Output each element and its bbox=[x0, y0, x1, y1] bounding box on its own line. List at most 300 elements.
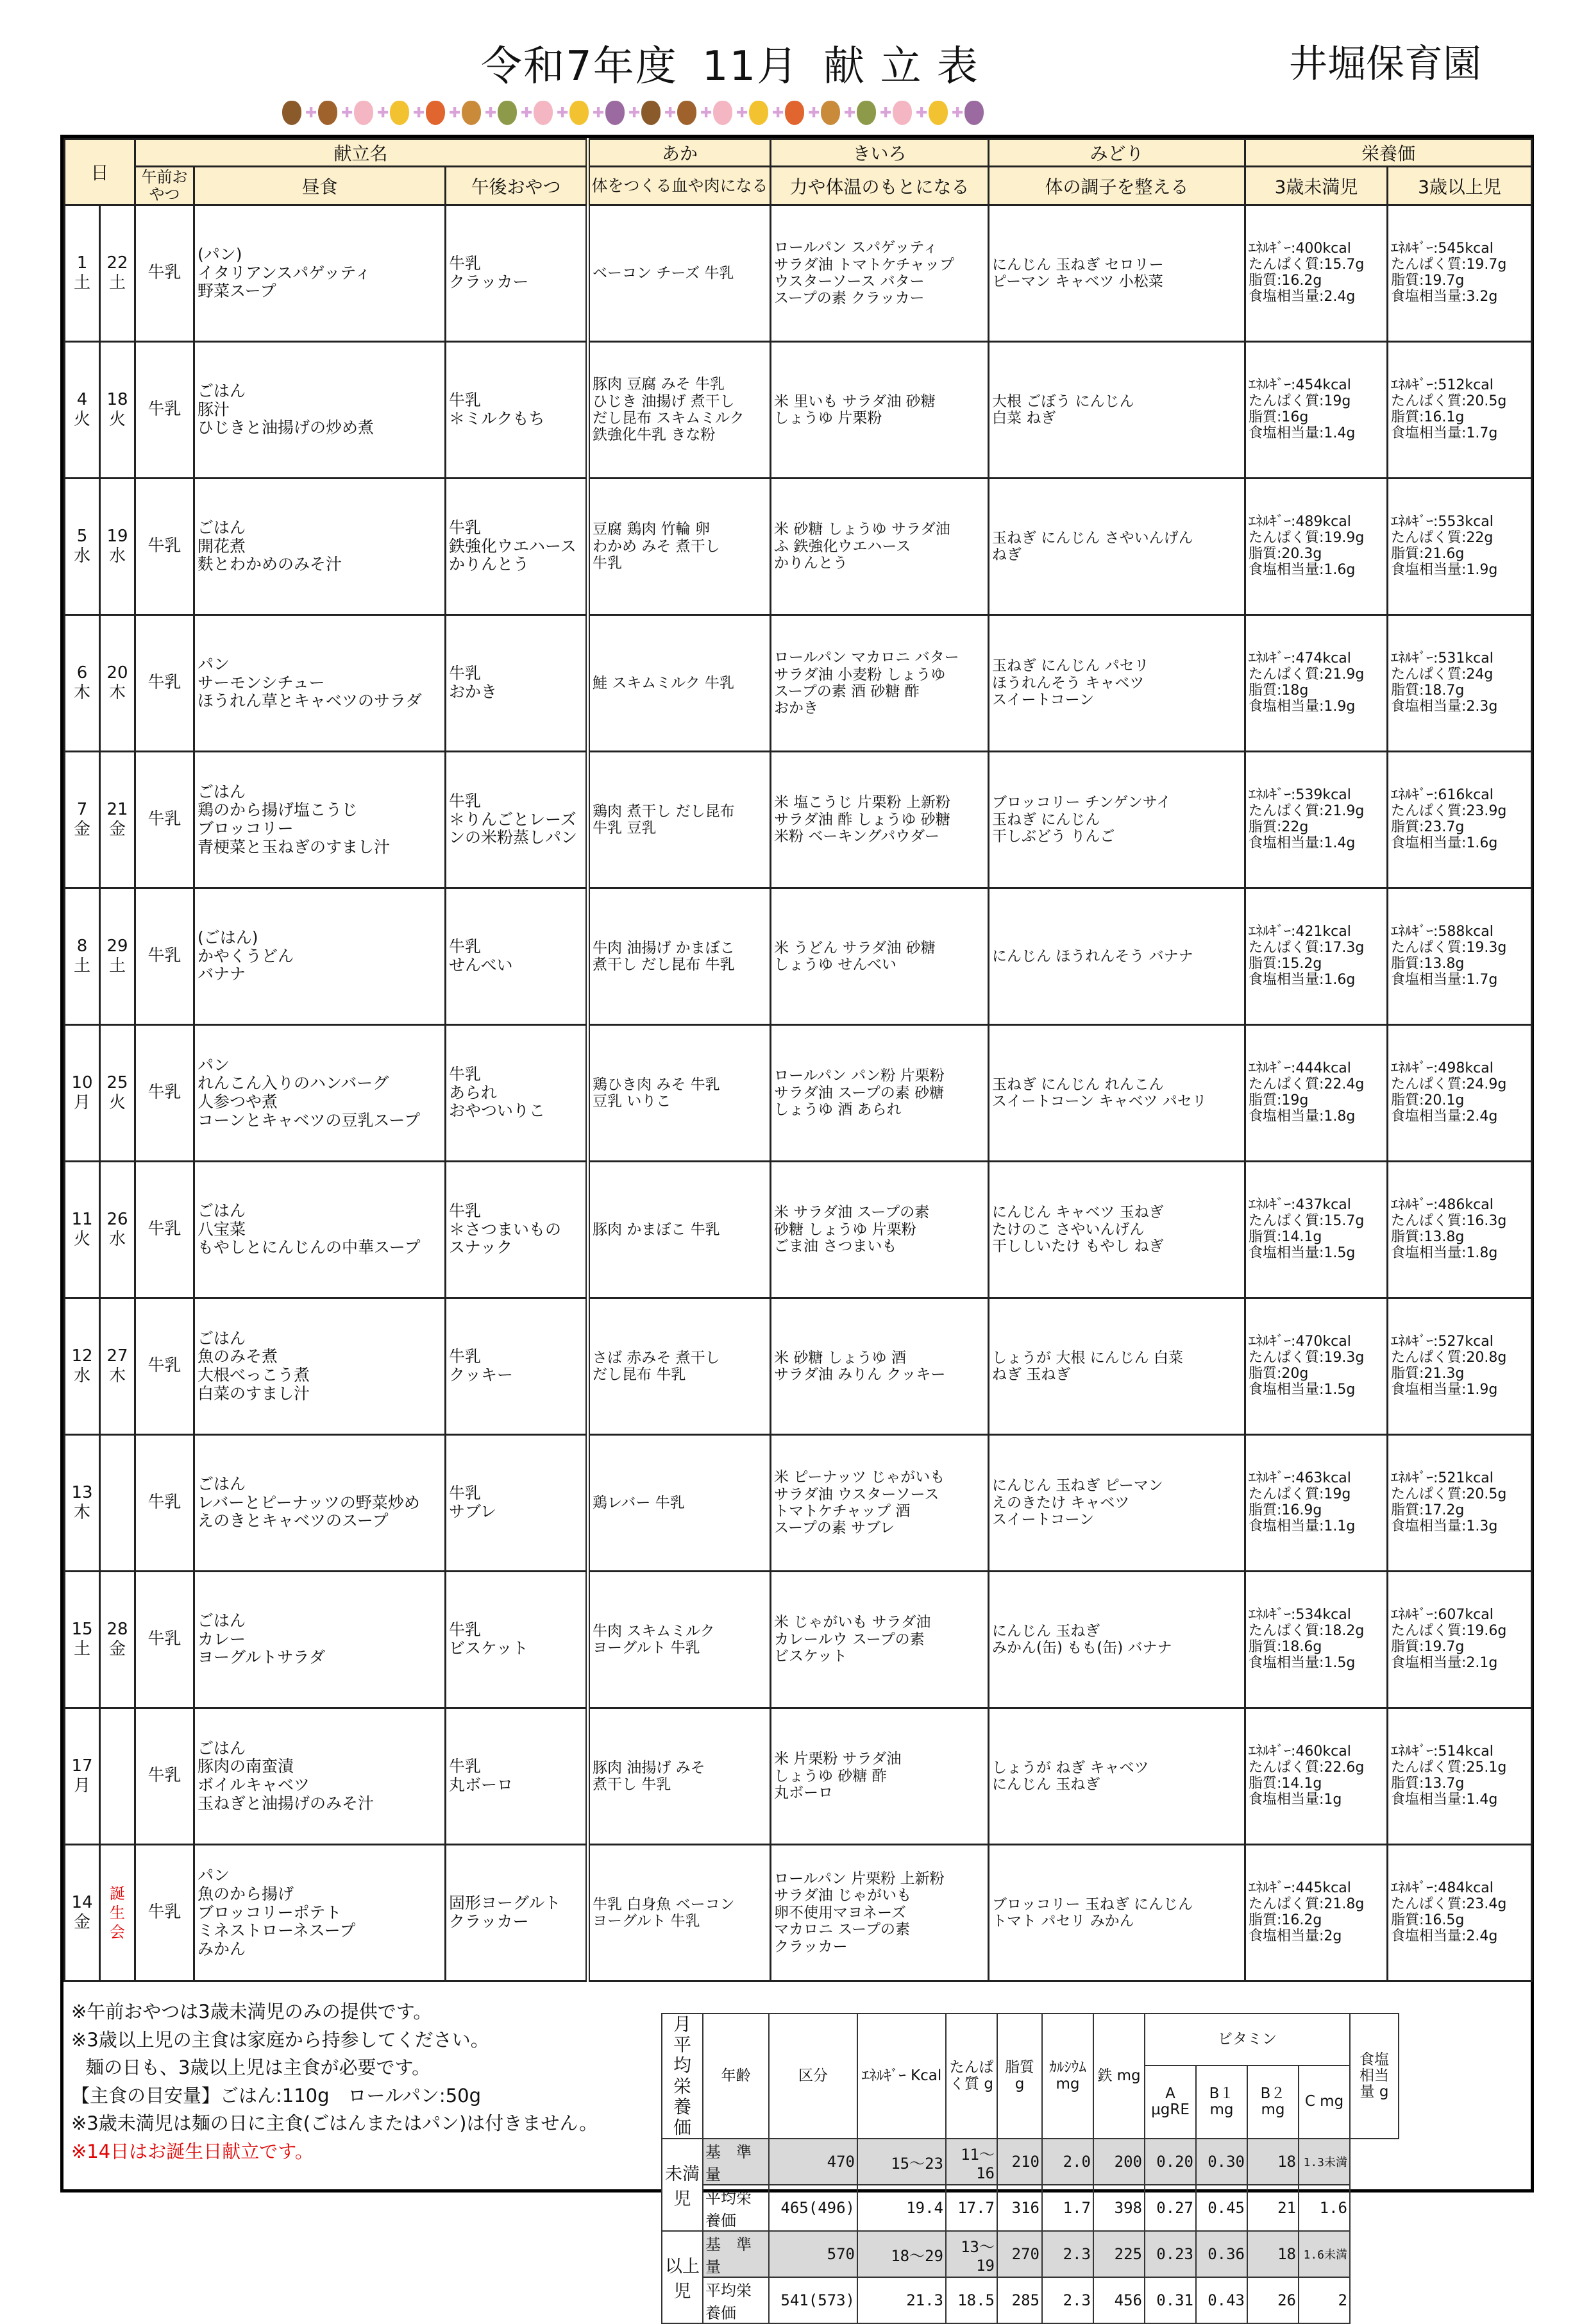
alt-day-of-week: 木 bbox=[109, 1366, 126, 1386]
table-row bbox=[65, 479, 1532, 615]
nutrition-value: たんぱく質:25.1g bbox=[1391, 1760, 1507, 1776]
kiiro-ingredients: スープの素 酒 砂糖 酢 bbox=[774, 683, 920, 700]
midori-ingredients: にんじん 玉ねぎ ピーマン bbox=[992, 1477, 1163, 1495]
lunch-item: 豚肉の南蛮漬 bbox=[198, 1757, 294, 1776]
day-of-week: 水 bbox=[73, 1366, 90, 1386]
lunch-item: パン bbox=[198, 1055, 230, 1074]
nutrition-value: 食塩相当量:1.6g bbox=[1391, 835, 1498, 851]
nutrition-value: ｴﾈﾙｷﾞｰ:534kcal bbox=[1249, 1607, 1351, 1624]
event-label-char: 生 bbox=[110, 1904, 125, 1922]
nutrition-value: 食塩相当量:1.4g bbox=[1391, 1791, 1498, 1808]
lunch-cell bbox=[194, 752, 446, 888]
lunch-cell bbox=[194, 1025, 446, 1162]
date-number: 13 bbox=[71, 1482, 93, 1502]
kiiro-ingredients: 米 砂糖 しょうゆ 酒 bbox=[774, 1349, 906, 1366]
nutrition-value: 脂質:20g bbox=[1249, 1366, 1309, 1382]
alt-date-number: 27 bbox=[106, 1346, 128, 1366]
kiiro-ingredients: ビスケット bbox=[774, 1648, 847, 1665]
value-a: 200 bbox=[1093, 2139, 1145, 2185]
lunch-item: ごはん bbox=[198, 782, 246, 801]
afternoon-snack-cell bbox=[446, 1162, 588, 1298]
afternoon-snack-item: かりんとう bbox=[449, 555, 530, 574]
nutrition-under3-cell bbox=[1245, 752, 1388, 888]
lunch-item: ミネストローネスープ bbox=[198, 1921, 356, 1940]
kiiro-ingredients: 米 うどん サラダ油 砂糖 bbox=[774, 939, 936, 956]
afternoon-snack-item: ＊さつまいもの bbox=[449, 1219, 562, 1239]
nutrition-over3-cell bbox=[1388, 1435, 1532, 1572]
nutrition-value: 食塩相当量:2.4g bbox=[1391, 1928, 1498, 1944]
midori-ingredients: しょうが ねぎ キャベツ bbox=[992, 1759, 1149, 1776]
table-row bbox=[65, 888, 1532, 1025]
midori-cell bbox=[989, 1845, 1245, 1981]
kiiro-ingredients: ふ 鉄強化ウエハース bbox=[774, 538, 911, 555]
date-cell bbox=[65, 888, 100, 1025]
menu-body bbox=[65, 205, 1532, 1981]
header-afternoon-snack: 午後おやつ bbox=[446, 167, 588, 205]
nutrition-value: 脂質:16.9g bbox=[1249, 1502, 1322, 1518]
avg-header-age: 年齢 bbox=[703, 2014, 769, 2139]
morning-snack-cell: 牛乳 bbox=[135, 1025, 194, 1162]
table-row bbox=[65, 205, 1532, 342]
date-cell bbox=[65, 1845, 100, 1981]
avg-header-salt: 食塩相当量 g bbox=[1350, 2014, 1399, 2139]
plus-icon: ✚ bbox=[377, 105, 389, 121]
value-calcium: 316 bbox=[997, 2185, 1042, 2231]
kiiro-cell bbox=[771, 342, 989, 479]
date-number: 11 bbox=[71, 1209, 93, 1229]
nutrition-value: たんぱく質:18.2g bbox=[1249, 1623, 1365, 1640]
morning-snack-cell: 牛乳 bbox=[135, 479, 194, 615]
kiiro-ingredients: クラッカー bbox=[774, 1938, 848, 1955]
nutrition-value: たんぱく質:19.6g bbox=[1391, 1623, 1507, 1640]
note-birthday: ※14日はお誕生日献立です。 bbox=[71, 2140, 314, 2162]
aka-cell bbox=[588, 1025, 771, 1162]
kiiro-cell bbox=[771, 1435, 989, 1572]
lunch-item: サーモンシチュー bbox=[198, 673, 325, 692]
nutrition-under3-cell bbox=[1245, 1298, 1388, 1435]
average-label: 月 平 均 栄 養 価 bbox=[662, 2014, 703, 2139]
nutrition-value: ｴﾈﾙｷﾞｰ:470kcal bbox=[1249, 1334, 1351, 1350]
table-row bbox=[65, 1845, 1532, 1981]
table-row bbox=[65, 1162, 1532, 1298]
midori-ingredients: 白菜 ねぎ bbox=[992, 410, 1056, 427]
midori-ingredients: えのきたけ キャベツ bbox=[992, 1494, 1130, 1511]
midori-ingredients: にんじん ほうれんそう バナナ bbox=[992, 947, 1193, 965]
midori-ingredients: にんじん キャベツ 玉ねぎ bbox=[992, 1204, 1164, 1221]
nutrition-over3-cell bbox=[1388, 1572, 1532, 1708]
alt-date-number: 20 bbox=[106, 663, 128, 683]
nutrition-value: たんぱく質:20.8g bbox=[1391, 1350, 1507, 1366]
header-lunch: 昼食 bbox=[194, 167, 446, 205]
acorn-icon bbox=[821, 101, 840, 125]
kiiro-cell bbox=[771, 752, 989, 888]
value-iron: 2.3 bbox=[1042, 2231, 1093, 2277]
aka-ingredients: 豚肉 かまぼこ 牛乳 bbox=[593, 1221, 720, 1238]
kiiro-cell bbox=[771, 1845, 989, 1981]
value-b2: 0.43 bbox=[1196, 2277, 1247, 2323]
aka-cell bbox=[588, 1708, 771, 1845]
kiiro-ingredients: ごま油 さつまいも bbox=[774, 1238, 897, 1255]
afternoon-snack-item: 牛乳 bbox=[449, 254, 482, 273]
nutrition-value: ｴﾈﾙｷﾞｰ:545kcal bbox=[1391, 241, 1494, 257]
lunch-item: ほうれん草とキャベツのサラダ bbox=[198, 691, 422, 711]
nutrition-value: 食塩相当量:2.4g bbox=[1391, 1108, 1498, 1124]
lunch-item: ボイルキャベツ bbox=[198, 1776, 310, 1794]
midori-cell bbox=[989, 342, 1245, 479]
nutrition-over3-cell bbox=[1388, 1025, 1532, 1162]
nutrition-value: ｴﾈﾙｷﾞｰ:437kcal bbox=[1249, 1197, 1351, 1214]
kiiro-ingredients: マカロニ スープの素 bbox=[774, 1921, 911, 1938]
date-number: 14 bbox=[71, 1892, 93, 1912]
date-cell bbox=[65, 1162, 100, 1298]
nutrition-value: 食塩相当量:2g bbox=[1249, 1928, 1342, 1944]
event-label-char: 誕 bbox=[110, 1885, 125, 1903]
afternoon-snack-item: 牛乳 bbox=[449, 1347, 482, 1366]
nutrition-value: 食塩相当量:3.2g bbox=[1391, 288, 1498, 305]
lunch-item: ブロッコリー bbox=[198, 819, 294, 838]
plus-icon: ✚ bbox=[736, 105, 748, 121]
lunch-cell bbox=[194, 1708, 446, 1845]
midori-cell bbox=[989, 752, 1245, 888]
afternoon-snack-cell bbox=[446, 1845, 588, 1981]
date-cell bbox=[65, 615, 100, 752]
lunch-item: 玉ねぎと油揚げのみそ汁 bbox=[198, 1794, 375, 1813]
aka-cell bbox=[588, 1572, 771, 1708]
lunch-item: 開花煮 bbox=[198, 536, 246, 556]
afternoon-snack-item: ＊りんごとレーズ bbox=[449, 810, 577, 829]
nutrition-value: 脂質:18.7g bbox=[1391, 683, 1465, 699]
nutrition-value: たんぱく質:19.7g bbox=[1391, 257, 1507, 273]
kiiro-ingredients: 米 片栗粉 サラダ油 bbox=[774, 1751, 902, 1768]
lunch-item: 野菜スープ bbox=[198, 282, 276, 301]
nutrition-value: ｴﾈﾙｷﾞｰ:474kcal bbox=[1249, 650, 1351, 667]
note-staple-food: ※3歳以上児の主食は家庭から持参してください。 bbox=[71, 2028, 489, 2051]
chestnut-icon bbox=[318, 101, 337, 125]
nutrition-value: 脂質:17.2g bbox=[1391, 1502, 1465, 1518]
aka-ingredients: さば 赤みそ 煮干し bbox=[593, 1349, 720, 1366]
aka-ingredients: 鶏ひき肉 みそ 牛乳 bbox=[593, 1076, 720, 1093]
average-row bbox=[662, 2185, 1399, 2231]
nutrition-value: ｴﾈﾙｷﾞｰ:484kcal bbox=[1391, 1880, 1494, 1897]
nutrition-value: 脂質:18g bbox=[1249, 683, 1309, 699]
nutrition-under3-cell bbox=[1245, 1845, 1388, 1981]
header-menu-name: 献立名 bbox=[135, 139, 588, 167]
alt-date-cell bbox=[100, 1708, 135, 1845]
nutrition-under3-cell bbox=[1245, 479, 1388, 615]
berry-icon bbox=[605, 101, 625, 125]
nutrition-value: たんぱく質:15.7g bbox=[1249, 1213, 1365, 1230]
aka-ingredients: ヨーグルト 牛乳 bbox=[593, 1640, 700, 1656]
nutrition-value: 脂質:23.7g bbox=[1391, 819, 1465, 835]
value-c: 21 bbox=[1247, 2185, 1299, 2231]
plus-icon: ✚ bbox=[628, 105, 641, 121]
leaf-icon bbox=[749, 101, 768, 125]
afternoon-snack-item: クッキー bbox=[449, 1366, 514, 1384]
lunch-item: コーンとキャベツの豆乳スープ bbox=[198, 1110, 421, 1130]
plus-icon: ✚ bbox=[880, 105, 892, 121]
header-over3: 3歳以上児 bbox=[1388, 167, 1532, 205]
morning-snack-cell: 牛乳 bbox=[135, 1298, 194, 1435]
nutrition-value: ｴﾈﾙｷﾞｰ:531kcal bbox=[1391, 650, 1494, 667]
aka-cell bbox=[588, 752, 771, 888]
alt-date-number: 18 bbox=[106, 389, 128, 409]
lunch-item: 白菜のすまし汁 bbox=[198, 1384, 310, 1403]
lunch-item: ひじきと油揚げの炒め煮 bbox=[198, 418, 375, 437]
value-energy: 470 bbox=[769, 2139, 857, 2185]
kiiro-ingredients: しょうゆ せんべい bbox=[774, 956, 897, 973]
title-month: 11月 bbox=[702, 43, 800, 90]
avg-header-category: 区分 bbox=[769, 2014, 857, 2139]
afternoon-snack-cell bbox=[446, 1435, 588, 1572]
aka-ingredients: 豆乳 いりこ bbox=[593, 1093, 671, 1110]
lunch-item: ブロッコリーポテト bbox=[198, 1903, 342, 1922]
value-fat: 18.5 bbox=[946, 2277, 997, 2323]
notes bbox=[71, 1998, 598, 2166]
header-aka: あか bbox=[588, 139, 771, 167]
kiiro-ingredients: サラダ油 ウスターソース bbox=[774, 1486, 939, 1503]
nutrition-value: たんぱく質:20.5g bbox=[1391, 1486, 1507, 1503]
midori-ingredients: にんじん 玉ねぎ セロリー bbox=[992, 256, 1164, 273]
avg-header-fat: 脂質 g bbox=[997, 2014, 1042, 2139]
midori-ingredients: にんじん 玉ねぎ bbox=[992, 1622, 1100, 1640]
morning-snack-cell: 牛乳 bbox=[135, 888, 194, 1025]
standard-row bbox=[662, 2139, 1399, 2185]
alt-date-number: 25 bbox=[106, 1073, 128, 1092]
morning-snack-cell: 牛乳 bbox=[135, 205, 194, 342]
aka-cell bbox=[588, 615, 771, 752]
standard-row bbox=[662, 2231, 1399, 2277]
lunch-item: (ごはん) bbox=[198, 928, 258, 947]
nutrition-value: ｴﾈﾙｷﾞｰ:512kcal bbox=[1391, 377, 1494, 394]
lunch-item: 人参つや煮 bbox=[198, 1092, 278, 1111]
kiiro-ingredients: 丸ボーロ bbox=[774, 1785, 834, 1802]
nutrition-value: 脂質:18.6g bbox=[1249, 1639, 1322, 1655]
plus-icon: ✚ bbox=[485, 105, 497, 121]
nutrition-value: たんぱく質:23.9g bbox=[1391, 803, 1507, 820]
alt-day-of-week: 木 bbox=[109, 683, 126, 702]
kiiro-cell bbox=[771, 888, 989, 1025]
kiiro-ingredients: しょうゆ 片栗粉 bbox=[774, 410, 882, 427]
header-kiiro: きいろ bbox=[771, 139, 989, 167]
afternoon-snack-cell bbox=[446, 1572, 588, 1708]
kiiro-ingredients: 米 サラダ油 スープの素 bbox=[774, 1204, 930, 1221]
nutrition-value: 脂質:13.7g bbox=[1391, 1776, 1465, 1792]
chestnut-icon bbox=[677, 101, 696, 125]
lunch-item: 大根べっこう煮 bbox=[198, 1366, 310, 1384]
midori-cell bbox=[989, 1708, 1245, 1845]
title-year: 令和7年度 bbox=[481, 43, 678, 90]
nutrition-value: ｴﾈﾙｷﾞｰ:527kcal bbox=[1391, 1334, 1494, 1350]
pinecone-icon bbox=[641, 101, 661, 125]
value-salt: 1.6未満 bbox=[1299, 2231, 1350, 2277]
kiiro-ingredients: スープの素 サブレ bbox=[774, 1520, 895, 1537]
nutrition-value: 脂質:22g bbox=[1249, 819, 1309, 835]
table-row bbox=[65, 1572, 1532, 1708]
nutrition-over3-cell bbox=[1388, 1708, 1532, 1845]
midori-ingredients: スイートコーン bbox=[992, 691, 1095, 709]
lunch-item: かやくうどん bbox=[198, 946, 294, 965]
header-midori: みどり bbox=[989, 139, 1245, 167]
alt-day-of-week: 水 bbox=[109, 547, 126, 566]
aka-ingredients: わかめ みそ 煮干し bbox=[593, 538, 720, 555]
value-fat: 11～16 bbox=[946, 2139, 997, 2185]
value-b2: 0.36 bbox=[1196, 2231, 1247, 2277]
nutrition-value: 脂質:13.8g bbox=[1391, 956, 1465, 972]
afternoon-snack-item: おやついりこ bbox=[449, 1101, 546, 1121]
date-cell bbox=[65, 1025, 100, 1162]
nutrition-value: たんぱく質:19.9g bbox=[1249, 530, 1365, 547]
afternoon-snack-item: ビスケット bbox=[449, 1639, 528, 1658]
monthly-average-table bbox=[661, 2013, 1399, 2324]
midori-ingredients: ほうれんそう キャベツ bbox=[992, 674, 1145, 691]
header-day: 日 bbox=[65, 139, 135, 205]
afternoon-snack-item: おかき bbox=[449, 683, 498, 701]
aka-ingredients: 鉄強化牛乳 きな粉 bbox=[593, 427, 716, 444]
nutrition-over3-cell bbox=[1388, 888, 1532, 1025]
value-salt: 2 bbox=[1299, 2277, 1350, 2323]
afternoon-snack-item: 牛乳 bbox=[449, 1484, 482, 1503]
morning-snack-cell: 牛乳 bbox=[135, 1572, 194, 1708]
day-of-week: 金 bbox=[73, 820, 90, 839]
afternoon-snack-item: 鉄強化ウエハース bbox=[449, 536, 577, 556]
alt-day-of-week: 金 bbox=[109, 1640, 126, 1659]
nutrition-value: ｴﾈﾙｷﾞｰ:444kcal bbox=[1249, 1060, 1351, 1077]
afternoon-snack-cell bbox=[446, 1298, 588, 1435]
kiiro-ingredients: 米 砂糖 しょうゆ サラダ油 bbox=[774, 521, 950, 538]
plus-icon: ✚ bbox=[664, 105, 677, 121]
lunch-item: ごはん bbox=[198, 518, 246, 537]
nutrition-over3-cell bbox=[1388, 615, 1532, 752]
persimmon-icon bbox=[426, 101, 445, 125]
nutrition-value: ｴﾈﾙｷﾞｰ:460kcal bbox=[1249, 1743, 1351, 1760]
midori-ingredients: スイートコーン bbox=[992, 1511, 1095, 1529]
table-row bbox=[65, 1708, 1532, 1845]
plus-icon: ✚ bbox=[952, 105, 964, 121]
value-calcium: 210 bbox=[997, 2139, 1042, 2185]
value-protein: 19.4 bbox=[857, 2185, 946, 2231]
kiiro-ingredients: サラダ油 トマトケチャップ bbox=[774, 256, 955, 273]
afternoon-snack-item: クラッカー bbox=[449, 273, 529, 291]
kiiro-ingredients: 米 じゃがいも サラダ油 bbox=[774, 1614, 931, 1631]
nutrition-under3-cell bbox=[1245, 1435, 1388, 1572]
alt-date-number: 22 bbox=[106, 253, 128, 273]
alt-date-number: 19 bbox=[106, 526, 128, 546]
lunch-item: れんこん入りのハンバーグ bbox=[198, 1074, 389, 1093]
afternoon-snack-cell bbox=[446, 342, 588, 479]
kiiro-ingredients: ロールパン パン粉 片栗粉 bbox=[774, 1067, 945, 1085]
nutrition-value: たんぱく質:19.3g bbox=[1249, 1350, 1365, 1366]
acorn-icon bbox=[462, 101, 481, 125]
afternoon-snack-item: 牛乳 bbox=[449, 518, 482, 537]
nutrition-value: 食塩相当量:2.1g bbox=[1391, 1654, 1498, 1671]
lunch-cell bbox=[194, 1162, 446, 1298]
nutrition-value: たんぱく質:16.3g bbox=[1391, 1213, 1507, 1230]
nutrition-value: 脂質:16.2g bbox=[1249, 273, 1322, 289]
morning-snack-cell: 牛乳 bbox=[135, 1708, 194, 1845]
morning-snack-cell: 牛乳 bbox=[135, 1845, 194, 1981]
nutrition-value: ｴﾈﾙｷﾞｰ:421kcal bbox=[1249, 924, 1351, 940]
day-of-week: 土 bbox=[73, 273, 90, 293]
midori-cell bbox=[989, 479, 1245, 615]
nutrition-over3-cell bbox=[1388, 1845, 1532, 1981]
nutrition-value: ｴﾈﾙｷﾞｰ:498kcal bbox=[1391, 1060, 1494, 1077]
midori-cell bbox=[989, 1025, 1245, 1162]
bird-icon bbox=[893, 101, 912, 125]
lunch-cell bbox=[194, 1845, 446, 1981]
aka-ingredients: 鶏レバー 牛乳 bbox=[593, 1494, 685, 1511]
midori-ingredients: 玉ねぎ にんじん さやいんげん bbox=[992, 529, 1193, 547]
aka-ingredients: 豆腐 鶏肉 竹輪 卵 bbox=[593, 521, 710, 538]
value-b2: 0.45 bbox=[1196, 2185, 1247, 2231]
plus-icon: ✚ bbox=[844, 105, 856, 121]
afternoon-snack-item: 固形ヨーグルト bbox=[449, 1894, 561, 1913]
date-number: 4 bbox=[76, 389, 88, 409]
afternoon-snack-item: ＊ミルクもち bbox=[449, 409, 545, 428]
midori-ingredients: にんじん 玉ねぎ bbox=[992, 1776, 1100, 1793]
nutrition-value: ｴﾈﾙｷﾞｰ:514kcal bbox=[1391, 1743, 1494, 1760]
alt-day-of-week: 火 bbox=[109, 410, 126, 429]
value-energy: 541(573) bbox=[769, 2277, 857, 2323]
title-label: 献 立 表 bbox=[823, 43, 979, 90]
alt-date-cell bbox=[100, 752, 135, 888]
afternoon-snack-cell bbox=[446, 479, 588, 615]
nutrition-value: たんぱく質:15.7g bbox=[1249, 257, 1365, 273]
plus-icon: ✚ bbox=[305, 105, 317, 121]
midori-cell bbox=[989, 888, 1245, 1025]
nutrition-value: 食塩相当量:1.5g bbox=[1249, 1244, 1356, 1261]
nutrition-value: 脂質:16.2g bbox=[1249, 1912, 1322, 1928]
kiiro-ingredients: おかき bbox=[774, 700, 819, 717]
nutrition-value: たんぱく質:19g bbox=[1249, 1486, 1351, 1503]
nutrition-value: 脂質:16g bbox=[1249, 409, 1309, 425]
nutrition-value: 脂質:21.6g bbox=[1391, 546, 1465, 562]
table-row bbox=[65, 1298, 1532, 1435]
lunch-item: みかん bbox=[198, 1940, 246, 1959]
nutrition-value: 食塩相当量:1.1g bbox=[1249, 1518, 1356, 1534]
midori-ingredients: みかん(缶) もも(缶) バナナ bbox=[992, 1640, 1172, 1656]
nutrition-value: ｴﾈﾙｷﾞｰ:454kcal bbox=[1249, 377, 1351, 394]
lunch-cell bbox=[194, 479, 446, 615]
lunch-item: 鶏のから揚げ塩こうじ bbox=[198, 801, 358, 820]
aka-cell bbox=[588, 1845, 771, 1981]
midori-cell bbox=[989, 1162, 1245, 1298]
kiiro-ingredients: サラダ油 みりん クッキー bbox=[774, 1366, 946, 1383]
note-staple-amount: 【主食の目安量】ごはん:110g ロールパン:50g bbox=[71, 2084, 482, 2107]
avg-header-calcium: ｶﾙｼｳﾑ mg bbox=[1042, 2014, 1093, 2139]
aka-ingredients: 鶏肉 煮干し だし昆布 bbox=[593, 802, 735, 820]
value-iron: 2.3 bbox=[1042, 2277, 1093, 2323]
nutrition-value: 食塩相当量:1.8g bbox=[1391, 1244, 1498, 1261]
nutrition-value: 脂質:14.1g bbox=[1249, 1776, 1322, 1792]
lunch-item: ごはん bbox=[198, 381, 246, 400]
lunch-cell bbox=[194, 1435, 446, 1572]
aka-cell bbox=[588, 1435, 771, 1572]
nutrition-value: たんぱく質:22.6g bbox=[1249, 1760, 1365, 1776]
lunch-item: ヨーグルトサラダ bbox=[198, 1648, 326, 1667]
day-of-week: 土 bbox=[73, 956, 90, 976]
header-under3: 3歳未満児 bbox=[1245, 167, 1388, 205]
lunch-item: カレー bbox=[198, 1629, 246, 1649]
alt-day-of-week: 土 bbox=[109, 956, 126, 976]
kiiro-cell bbox=[771, 205, 989, 342]
nutrition-over3-cell bbox=[1388, 1298, 1532, 1435]
value-b1: 0.31 bbox=[1145, 2277, 1196, 2323]
leaf-icon bbox=[929, 101, 948, 125]
plus-icon: ✚ bbox=[557, 105, 569, 121]
midori-ingredients: 干しぶどう りんご bbox=[992, 828, 1115, 845]
lunch-item: もやしとにんじんの中華スープ bbox=[198, 1238, 421, 1257]
kiiro-cell bbox=[771, 1162, 989, 1298]
